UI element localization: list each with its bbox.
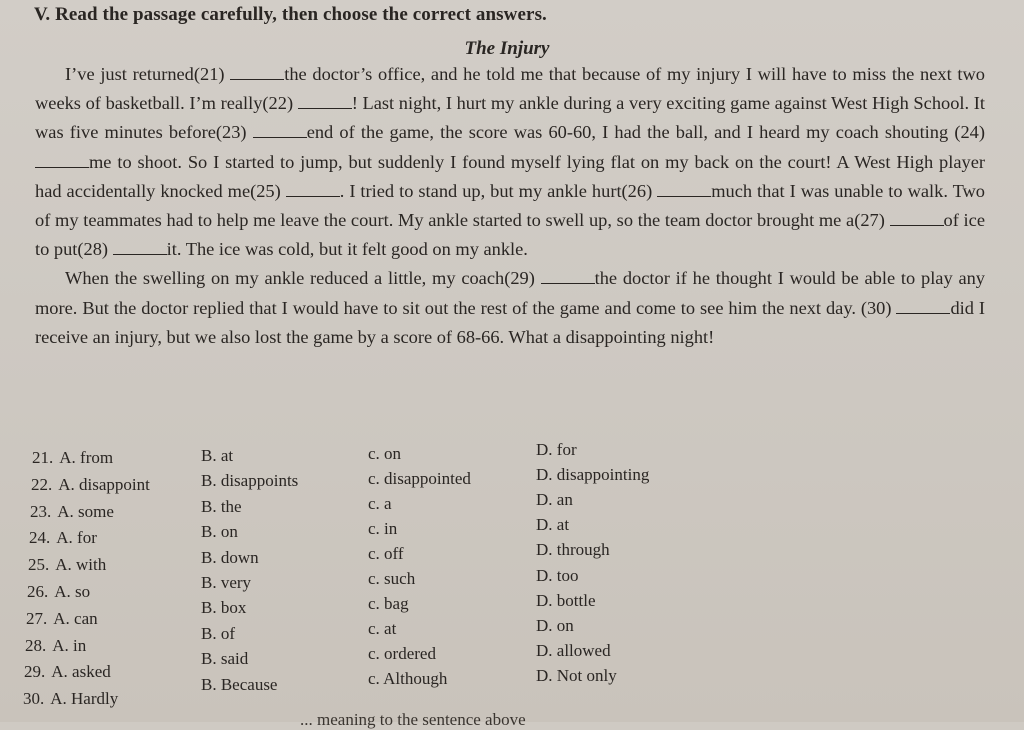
option-d[interactable] bbox=[536, 440, 577, 460]
option-text: c. bag bbox=[368, 594, 409, 613]
question-number: 28. bbox=[25, 635, 47, 655]
option-c[interactable] bbox=[368, 469, 471, 489]
option-text: c. at bbox=[368, 619, 397, 638]
option-d[interactable] bbox=[536, 666, 617, 686]
option-b[interactable] bbox=[201, 446, 233, 466]
option-text: c. off bbox=[368, 544, 404, 563]
passage-segment: . I tried to stand up, but my ankle hurt(26) bbox=[339, 180, 658, 201]
option-text: B. on bbox=[201, 522, 238, 542]
option-c[interactable] bbox=[368, 594, 409, 614]
option-text: c. on bbox=[368, 444, 402, 463]
option-text: A. so bbox=[54, 582, 91, 601]
option-text: B. disappoints bbox=[201, 471, 299, 491]
question-number: 21. bbox=[32, 448, 54, 467]
passage-segment: did I receive an injury, but we also lost the game by a score of 68-66. What a disappointing night! bbox=[35, 297, 985, 347]
option-text: B. Because bbox=[201, 674, 278, 694]
option-b[interactable] bbox=[201, 522, 238, 542]
option-text: A. disappoint bbox=[58, 474, 150, 494]
option-d[interactable] bbox=[536, 540, 610, 560]
option-text: D. bottle bbox=[536, 590, 596, 610]
option-text: D. at bbox=[536, 515, 570, 535]
option-c[interactable] bbox=[368, 619, 396, 639]
option-text: B. the bbox=[201, 496, 242, 516]
section-heading: V. Read the passage carefully, then choose the correct answers. bbox=[34, 4, 547, 25]
option-c[interactable] bbox=[368, 494, 392, 514]
option-a[interactable] bbox=[29, 528, 97, 548]
question-number: 25. bbox=[28, 555, 50, 575]
option-text: c. such bbox=[368, 569, 416, 588]
passage-segment: me to shoot. So I started to jump, but suddenly I found myself lying flat on my back on the court! A West High player had accidentally knocked me(25) bbox=[35, 151, 985, 201]
option-text: D. on bbox=[536, 615, 574, 635]
passage-segment: the doctor if he thought I would be able to play any more. But the doctor replied that I would have to sit out the rest of the game and come to see him the next day. (30) bbox=[35, 268, 985, 318]
passage-segment: the doctor’s office, and he told me that because of my injury I will have to miss the next two weeks of basketball. I’m really(22) bbox=[35, 64, 986, 114]
option-text: B. box bbox=[201, 598, 247, 618]
option-a[interactable] bbox=[30, 502, 114, 522]
option-text: A. asked bbox=[51, 662, 111, 682]
option-text: c. in bbox=[368, 519, 398, 538]
option-b[interactable] bbox=[201, 598, 246, 618]
option-text: A. for bbox=[56, 528, 97, 548]
question-number: 23. bbox=[30, 501, 52, 521]
option-b[interactable] bbox=[201, 573, 251, 593]
option-text: D. for bbox=[536, 440, 577, 459]
option-text: A. Hardly bbox=[50, 689, 119, 709]
option-text: D. too bbox=[536, 565, 579, 585]
option-b[interactable] bbox=[201, 649, 248, 669]
option-c[interactable] bbox=[368, 519, 397, 539]
passage-segment: it. The ice was cold, but it felt good on my ankle. bbox=[166, 239, 528, 260]
question-number: 29. bbox=[24, 662, 46, 682]
passage-segment: When the swelling on my ankle reduced a little, my coach(29) bbox=[65, 268, 541, 289]
option-b[interactable] bbox=[201, 548, 259, 568]
passage-segment: of ice to put(28) bbox=[35, 210, 985, 260]
option-text: D. Not only bbox=[536, 665, 617, 685]
option-d[interactable] bbox=[536, 566, 579, 586]
option-d[interactable] bbox=[536, 591, 596, 611]
option-text: A. in bbox=[52, 635, 87, 655]
option-c[interactable] bbox=[368, 644, 436, 664]
option-b[interactable] bbox=[201, 624, 235, 644]
option-a[interactable] bbox=[24, 662, 111, 682]
option-text: A. with bbox=[55, 555, 107, 575]
question-number: 24. bbox=[29, 528, 51, 548]
option-text: D. an bbox=[536, 490, 573, 510]
passage-segment: ! Last night, I hurt my ankle during a very exciting game against West High School. It was five minutes before(23) bbox=[35, 93, 985, 143]
option-a[interactable] bbox=[25, 636, 86, 656]
option-b[interactable] bbox=[201, 675, 277, 695]
option-text: B. of bbox=[201, 623, 235, 643]
option-text: B. down bbox=[201, 547, 259, 567]
option-d[interactable] bbox=[536, 641, 611, 661]
option-d[interactable] bbox=[536, 465, 649, 485]
question-number: 22. bbox=[31, 474, 53, 494]
passage-segment: much that I was unable to walk. Two of my teammates had to help me leave the court. My ankle started to swell up, so the team doctor brought me a(27) bbox=[35, 180, 985, 231]
option-c[interactable] bbox=[368, 444, 401, 464]
option-text: A. can bbox=[53, 608, 98, 628]
option-text: B. said bbox=[201, 649, 249, 669]
question-number: 27. bbox=[26, 608, 48, 628]
passage-title: The Injury bbox=[464, 38, 550, 59]
option-a[interactable] bbox=[28, 555, 106, 575]
option-d[interactable] bbox=[536, 616, 574, 636]
option-text: B. at bbox=[201, 446, 234, 465]
option-text: A. some bbox=[57, 501, 114, 521]
option-c[interactable] bbox=[368, 544, 404, 564]
passage-segment: end of the game, the score was 60-60, I had the ball, and I heard my coach shouting (24) bbox=[306, 122, 985, 143]
option-text: c. Although bbox=[368, 669, 448, 688]
option-b[interactable] bbox=[201, 471, 298, 491]
option-text: D. allowed bbox=[536, 640, 611, 660]
option-text: c. ordered bbox=[368, 644, 436, 663]
option-c[interactable] bbox=[368, 669, 447, 689]
option-text: D. disappointing bbox=[536, 465, 650, 485]
option-b[interactable] bbox=[201, 497, 242, 517]
question-number: 30. bbox=[23, 689, 45, 709]
option-text: B. very bbox=[201, 573, 252, 592]
option-a[interactable] bbox=[27, 582, 90, 602]
cutoff-text: ... meaning to the sentence above bbox=[300, 710, 526, 729]
option-text: c. a bbox=[368, 494, 392, 513]
option-a[interactable] bbox=[31, 475, 150, 495]
option-d[interactable] bbox=[536, 490, 573, 510]
option-text: A. from bbox=[59, 448, 114, 467]
option-a[interactable] bbox=[26, 609, 98, 629]
option-text: c. disappointed bbox=[368, 469, 471, 488]
passage-segment: I’ve just returned(21) bbox=[65, 64, 231, 84]
option-d[interactable] bbox=[536, 515, 569, 535]
option-a[interactable] bbox=[32, 448, 113, 468]
option-c[interactable] bbox=[368, 569, 415, 589]
option-a[interactable] bbox=[23, 689, 118, 709]
option-text: D. through bbox=[536, 540, 610, 560]
question-number: 26. bbox=[27, 582, 49, 601]
